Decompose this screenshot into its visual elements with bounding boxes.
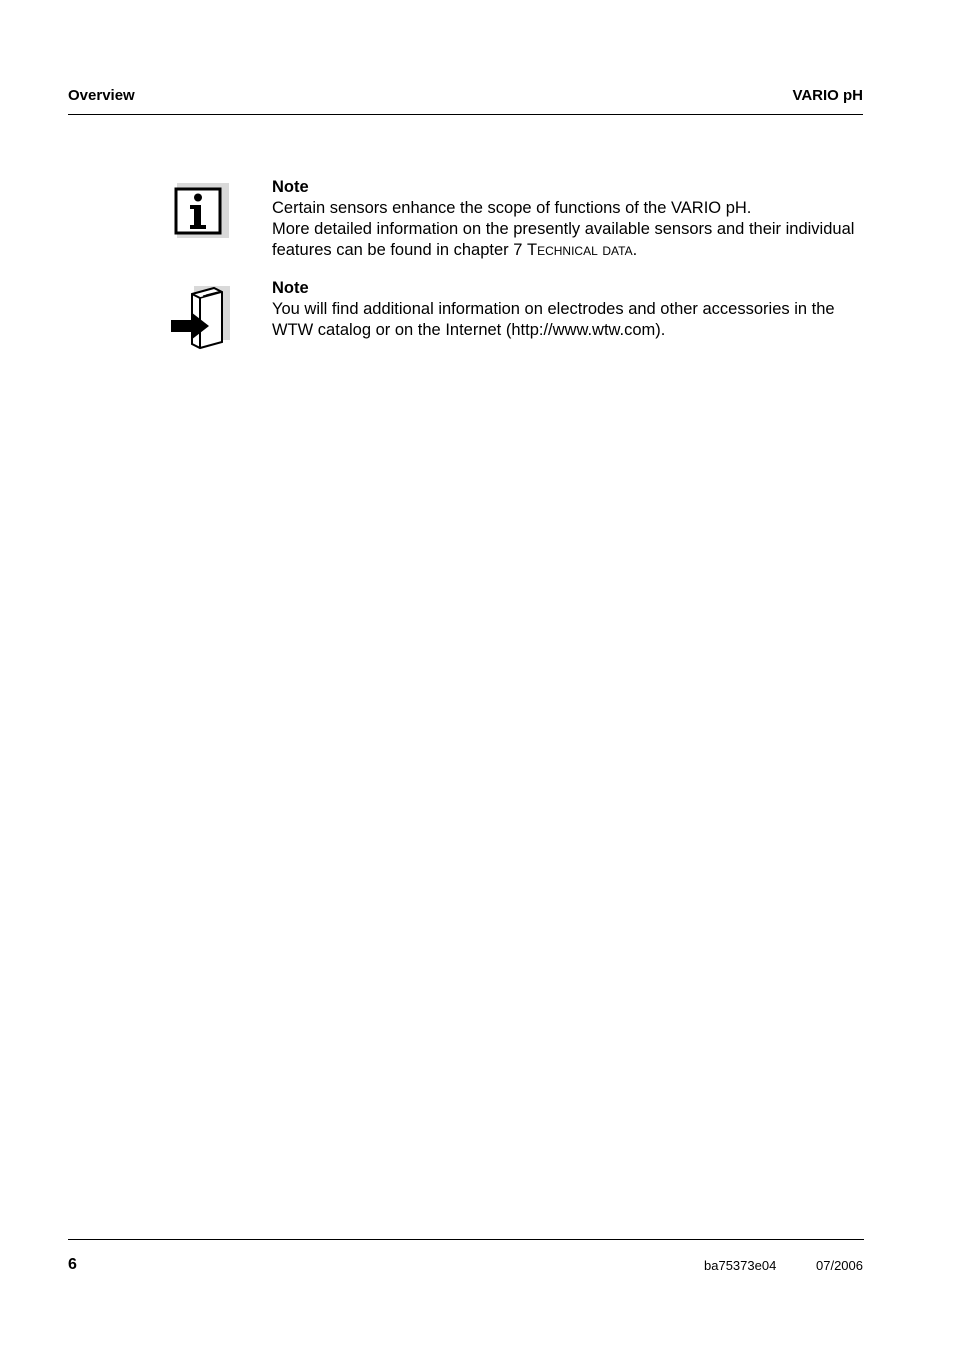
note-line-end: . <box>632 241 638 259</box>
footer-divider <box>68 1239 864 1240</box>
note-sensors <box>272 177 864 261</box>
document-date: 07/2006 <box>816 1258 863 1273</box>
note-accessories <box>272 278 864 341</box>
note-title: Note <box>272 178 309 196</box>
running-header-product: VARIO pH <box>792 87 863 104</box>
book-reference-icon <box>168 284 230 352</box>
note-line: More detailed information on the presently available sensors and their individual features can be found in chapter 7 <box>272 220 855 259</box>
info-icon <box>171 183 229 238</box>
note-title: Note <box>272 279 309 297</box>
page-number: 6 <box>68 1256 77 1273</box>
header-divider <box>68 114 863 115</box>
chapter-reference: Technical data <box>527 241 633 259</box>
running-header-section: Overview <box>68 87 135 104</box>
note-text <box>272 198 864 261</box>
document-id: ba75373e04 <box>704 1258 777 1273</box>
note-line: Certain sensors enhance the scope of functions of the VARIO pH. <box>272 199 752 217</box>
note-text: You will find additional information on electrodes and other accessories in the WTW catalog or on the Internet (http://www.wtw.com). <box>272 300 835 339</box>
